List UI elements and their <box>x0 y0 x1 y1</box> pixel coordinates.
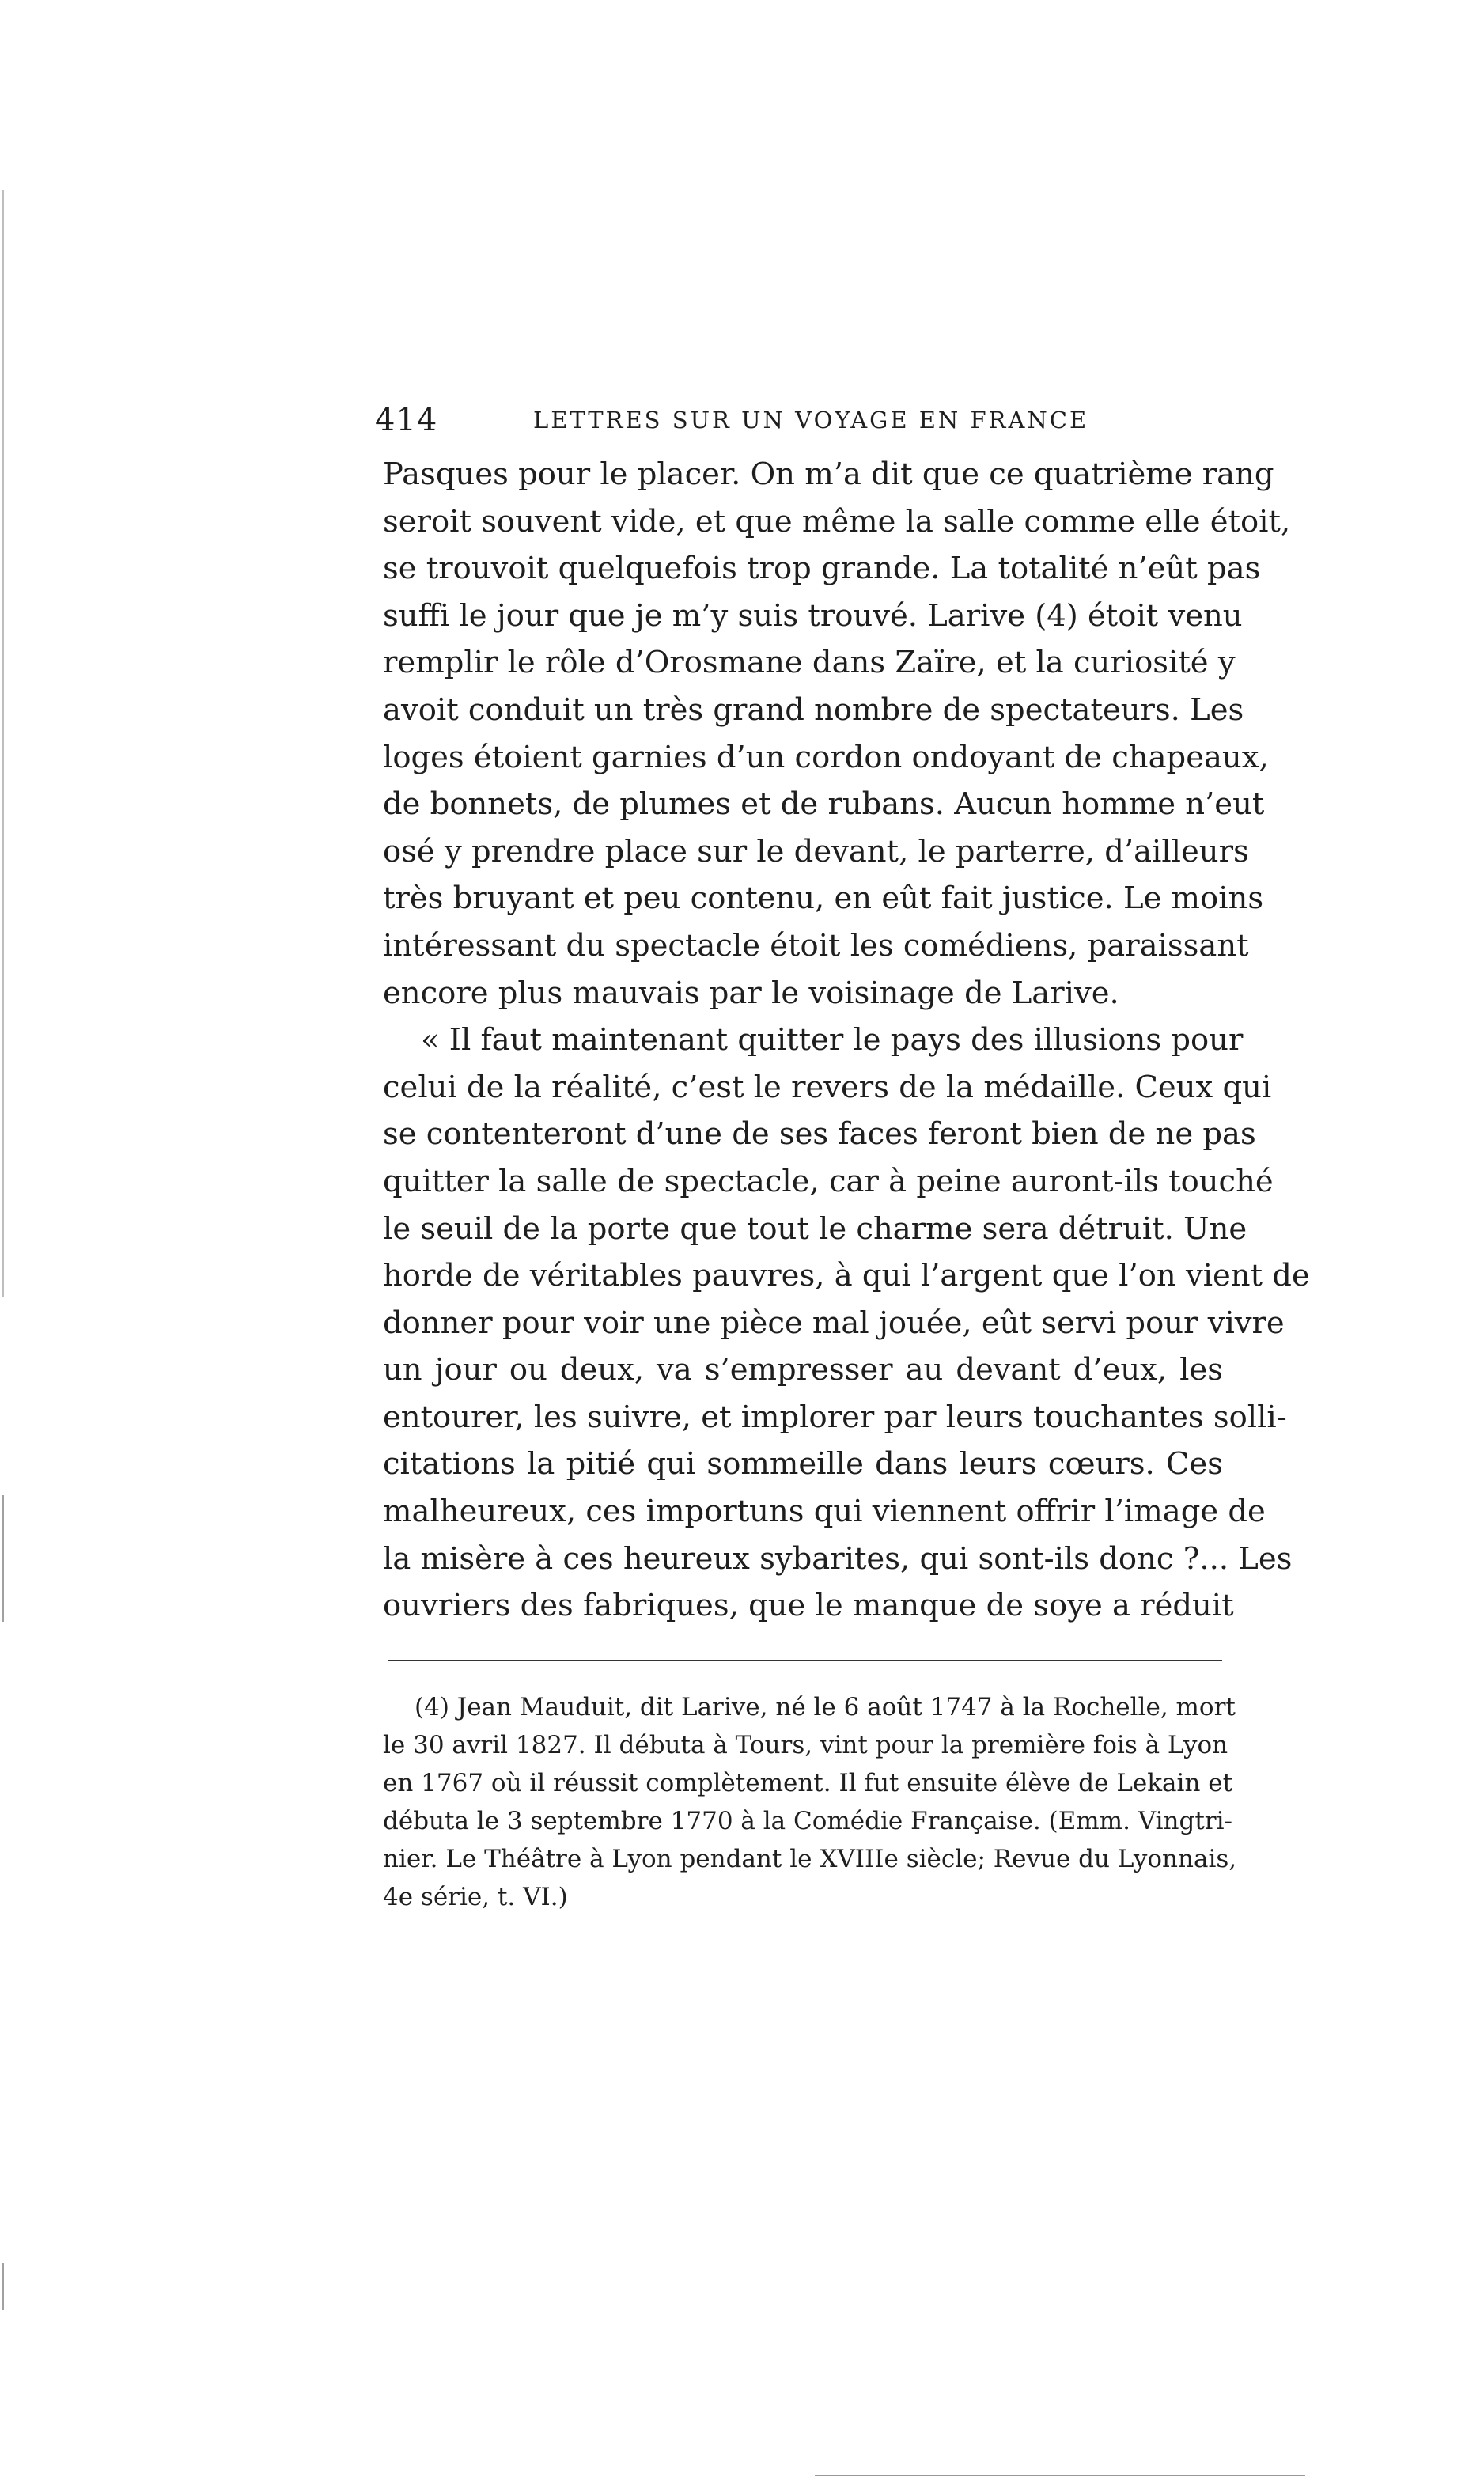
scan-edge-mark <box>2 190 4 1297</box>
page-header <box>375 400 1221 441</box>
running-title: LETTRES SUR UN VOYAGE EN FRANCE <box>533 407 1089 434</box>
text-line: quitter la salle de spectacle, car à peine auront-ils touché <box>383 1163 1274 1199</box>
text-line: encore plus mauvais par le voisinage de Larive. <box>383 975 1119 1011</box>
scan-edge-mark <box>815 2475 1305 2476</box>
text-line: avoit conduit un très grand nombre de spectateurs. Les <box>383 691 1244 728</box>
text-line: loges étoient garnies d’un cordon ondoyant de chapeaux, <box>383 739 1269 775</box>
footnote-line: le 30 avril 1827. Il débuta à Tours, vint pour la première fois à Lyon <box>383 1731 1228 1759</box>
body-text <box>383 451 1310 1630</box>
text-line: de bonnets, de plumes et de rubans. Aucun homme n’eut <box>383 786 1265 823</box>
text-line: suffi le jour que je m’y suis trouvé. Larive (4) étoit venu <box>383 597 1243 634</box>
footnote <box>383 1688 1237 1916</box>
footnote-line: nier. Le Théâtre à Lyon pendant le XVIIIe siècle; Revue du Lyonnais, <box>383 1845 1237 1873</box>
text-line: seroit souvent vide, et que même la salle comme elle étoit, <box>383 503 1291 540</box>
text-line: intéressant du spectacle étoit les comédiens, paraissant <box>383 927 1249 964</box>
scan-edge-mark <box>2 2263 4 2310</box>
text-line: malheureux, ces importuns qui viennent offrir l’image de <box>383 1494 1266 1530</box>
footnote-line: en 1767 où il réussit complètement. Il fut ensuite élève de Lekain et <box>383 1769 1233 1797</box>
text-line: remplir le rôle d’Orosmane dans Zaïre, et la curiosité y <box>383 645 1236 681</box>
text-line: entourer, les suivre, et implorer par leurs touchantes solli- <box>383 1399 1287 1435</box>
footnote-line: débuta le 3 septembre 1770 à la Comédie Française. (Emm. Vingtri- <box>383 1807 1233 1835</box>
text-line: « Il faut maintenant quitter le pays des illusions pour <box>421 1022 1244 1058</box>
text-line: se trouvoit quelquefois trop grande. La totalité n’eût pas <box>383 551 1261 587</box>
text-line: le seuil de la porte que tout le charme sera détruit. Une <box>383 1210 1247 1247</box>
text-line: ouvriers des fabriques, que le manque de soye a réduit <box>383 1588 1234 1624</box>
text-line: donner pour voir une pièce mal jouée, eût servi pour vivre <box>383 1305 1285 1341</box>
text-line: un jour ou deux, va s’empresser au devant d’eux, les <box>383 1352 1223 1388</box>
page-number: 414 <box>375 402 438 438</box>
text-line: osé y prendre place sur le devant, le parterre, d’ailleurs <box>383 833 1249 869</box>
footnote-separator <box>388 1660 1222 1661</box>
text-line: la misère à ces heureux sybarites, qui sont-ils donc ?... Les <box>383 1540 1293 1577</box>
text-line: se contenteront d’une de ses faces feront bien de ne pas <box>383 1116 1256 1153</box>
text-line: Pasques pour le placer. On m’a dit que ce quatrième rang <box>383 456 1274 492</box>
text-line: celui de la réalité, c’est le revers de la médaille. Ceux qui <box>383 1069 1272 1105</box>
footnote-line: 4e série, t. VI.) <box>383 1883 568 1911</box>
scan-edge-mark <box>2 1495 4 1622</box>
text-line: citations la pitié qui sommeille dans leurs cœurs. Ces <box>383 1446 1223 1483</box>
text-line: très bruyant et peu contenu, en eût fait justice. Le moins <box>383 880 1264 917</box>
footnote-line: (4) Jean Mauduit, dit Larive, né le 6 août 1747 à la Rochelle, mort <box>415 1693 1236 1721</box>
text-line: horde de véritables pauvres, à qui l’argent que l’on vient de <box>383 1258 1310 1294</box>
